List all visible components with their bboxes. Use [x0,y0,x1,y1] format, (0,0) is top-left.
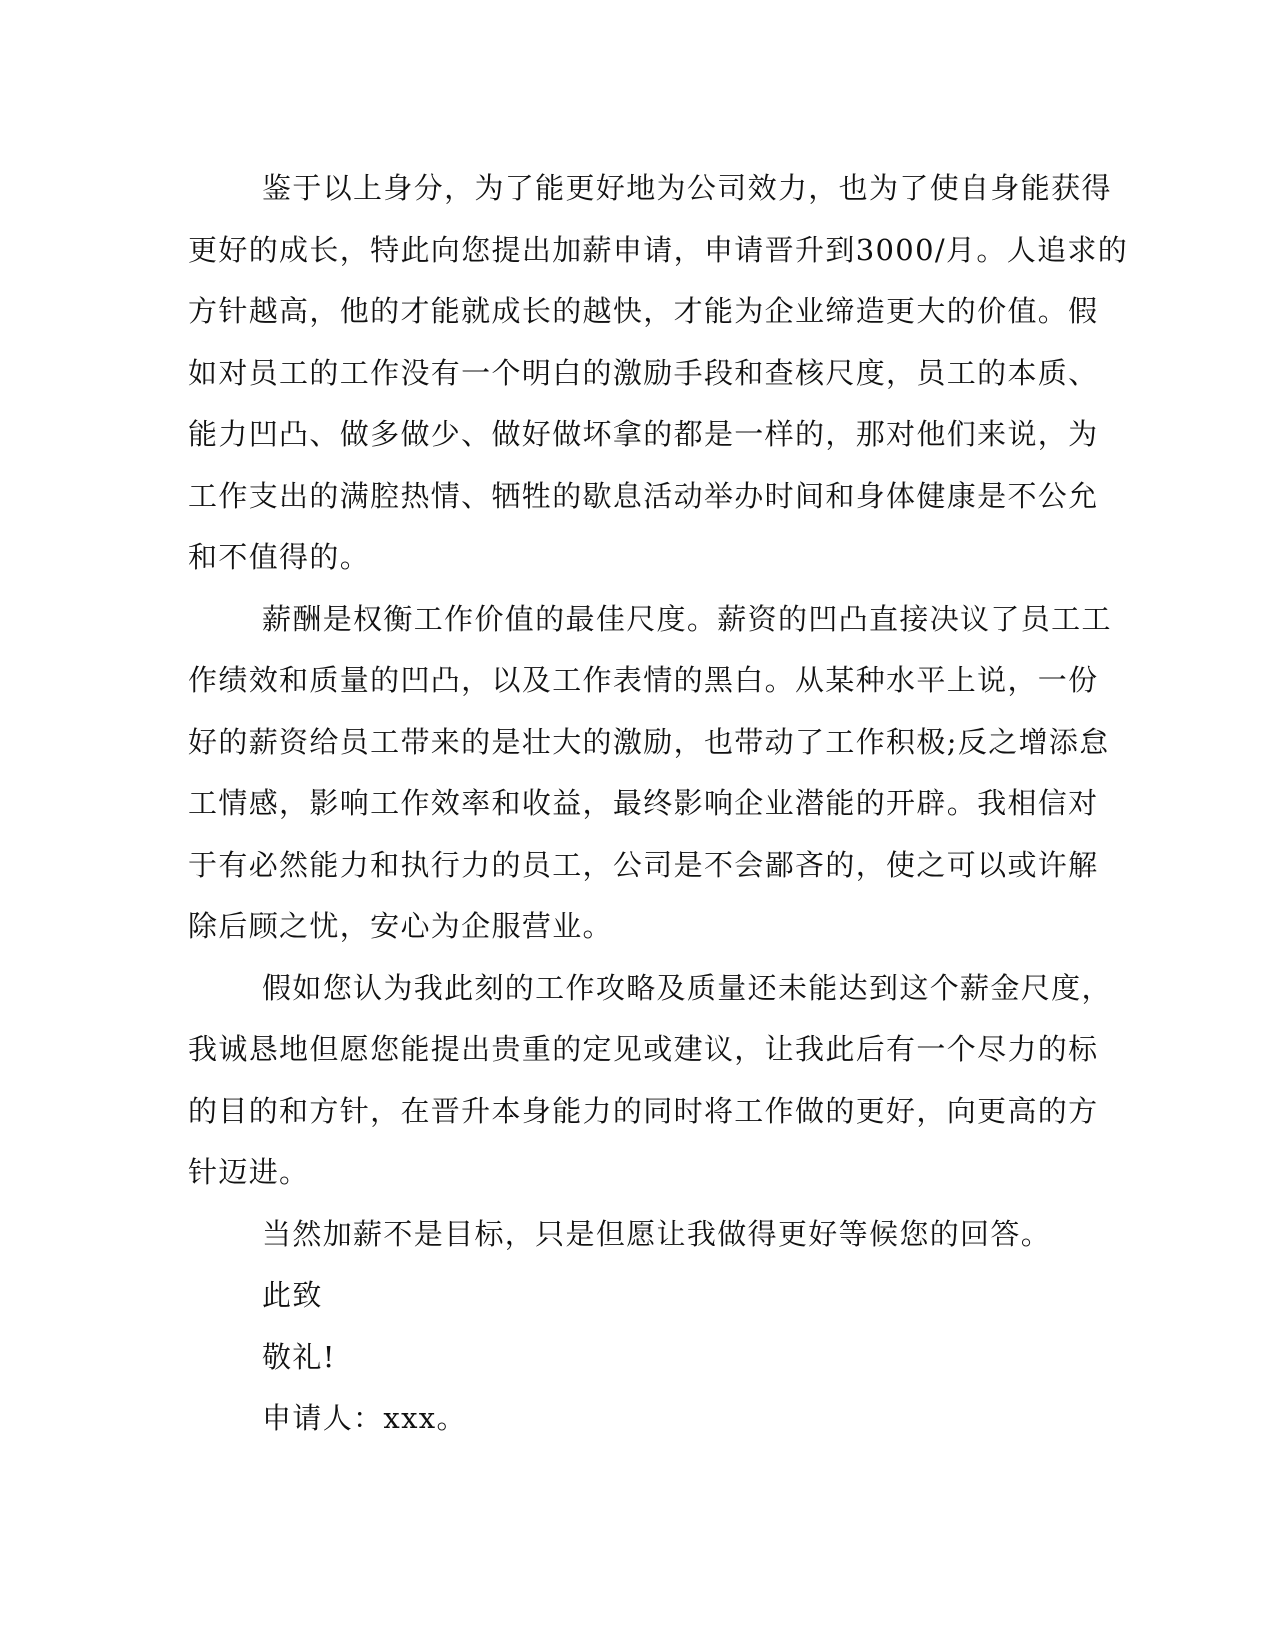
signature-line: 申请人：xxx。 [262,1401,467,1435]
paragraph-3 [188,958,1112,1204]
text-line: 好的薪资给员工带来的是壮大的激励，也带动了工作积极;反之增添怠 [188,724,1110,759]
text-line: 针迈进。 [188,1155,310,1189]
text-line: 的目的和方针，在晋升本身能力的同时将工作做的更好，向更高的方 [188,1093,1099,1128]
text-line: 更好的成长，特此向您提出加薪申请，申请晋升到3000/月。人追求的 [188,232,1129,267]
text-line: 鉴于以上身分，为了能更好地为公司效力，也为了使自身能获得 [262,171,1112,205]
paragraph-2 [188,589,1112,958]
text-line: 能力凹凸、做多做少、做好做坏拿的都是一样的，那对他们来说，为 [188,417,1099,451]
text-line: 薪酬是权衡工作价值的最佳尺度。薪资的凹凸直接决议了员工工 [262,601,1112,636]
text-line: 除后顾之忧，安心为企服营业。 [188,909,613,943]
text-line: 假如您认为我此刻的工作攻略及质量还未能达到这个薪金尺度， [262,970,1112,1005]
letter-body [188,158,1129,1450]
text-line: 和不值得的。 [188,540,371,574]
text-line: 工情感，影响工作效率和收益，最终影响企业潜能的开辟。我相信对 [188,786,1099,820]
text-line: 方针越高，他的才能就成长的越快，才能为企业缔造更大的价值。假 [188,294,1099,328]
closing-line: 当然加薪不是目标，只是但愿让我做得更好等候您的回答。 [262,1216,1052,1251]
text-line: 如对员工的工作没有一个明白的激励手段和查核尺度，员工的本质、 [188,355,1099,390]
paragraph-1 [188,158,1129,589]
salutation-line-2: 敬礼! [262,1339,336,1374]
text-line: 我诚恳地但愿您能提出贵重的定见或建议，让我此后有一个尽力的标 [188,1032,1099,1066]
text-line: 工作支出的满腔热情、牺牲的歇息活动举办时间和身体健康是不公允 [188,478,1099,513]
text-line: 于有必然能力和执行力的员工，公司是不会鄙吝的，使之可以或许解 [188,847,1099,882]
text-line: 作绩效和质量的凹凸，以及工作表情的黑白。从某种水平上说，一份 [188,663,1099,697]
salutation-line-1: 此致 [262,1278,323,1312]
